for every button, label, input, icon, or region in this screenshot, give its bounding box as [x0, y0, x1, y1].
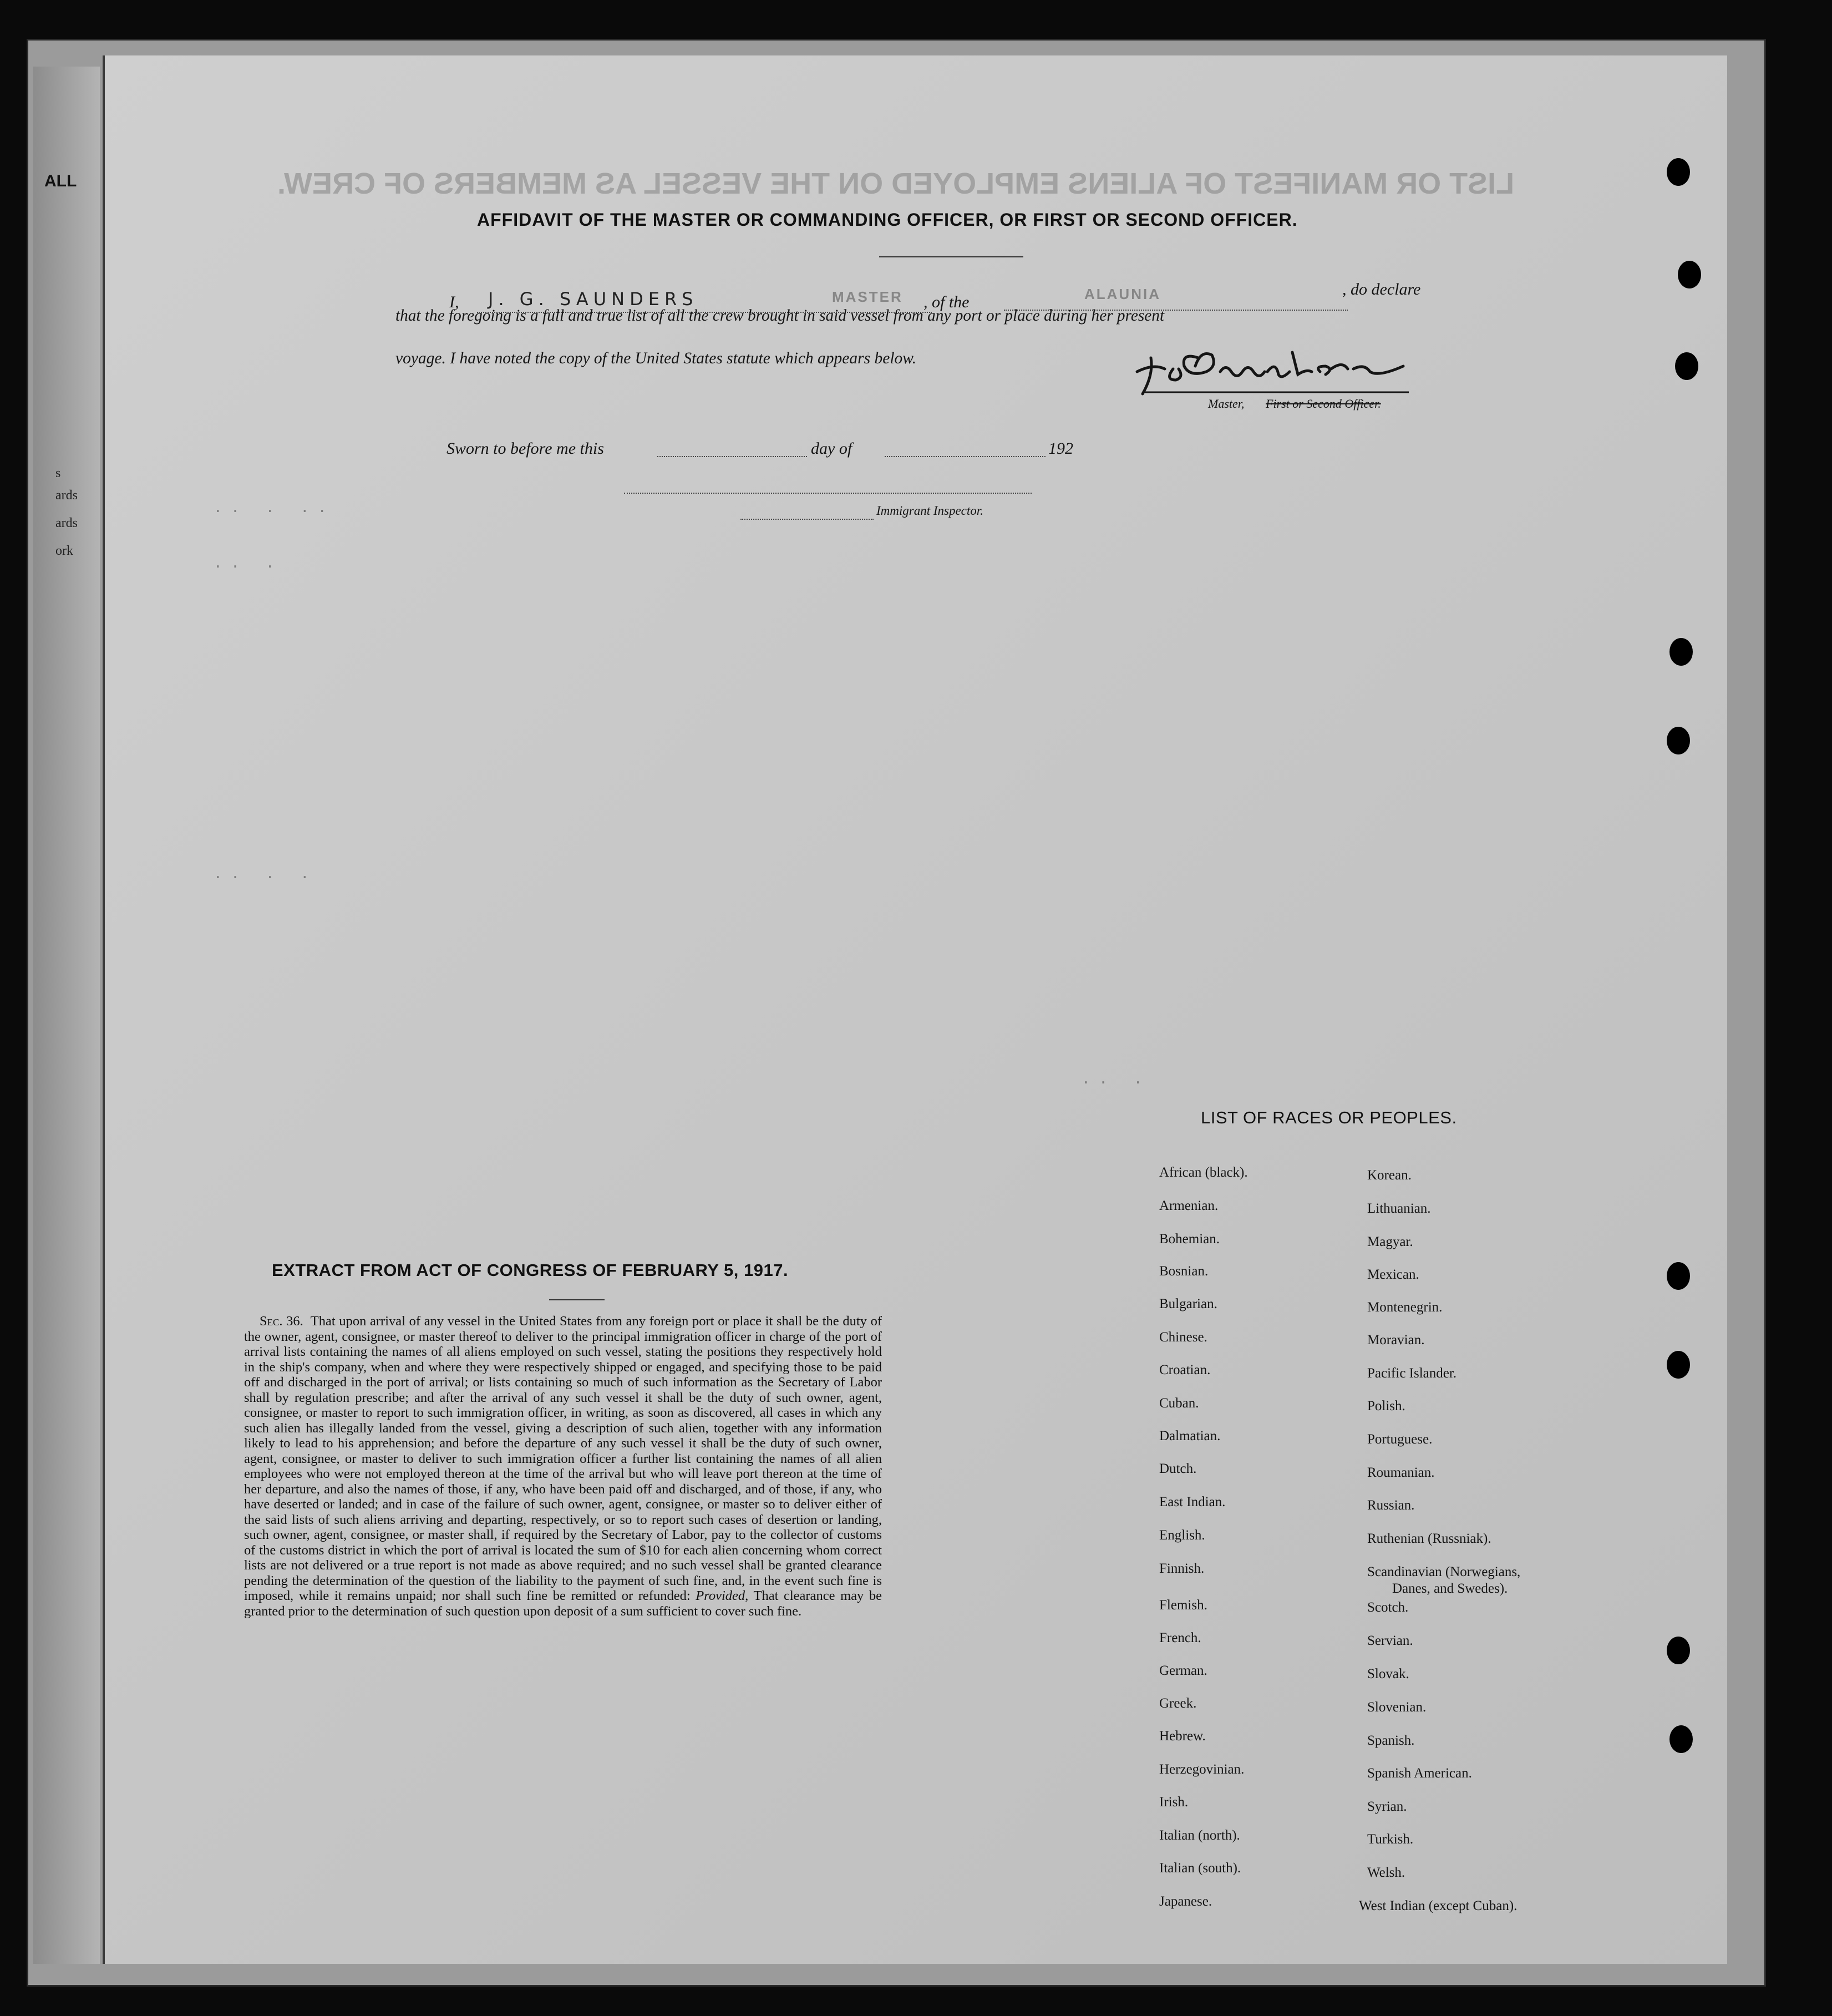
affidavit-title: AFFIDAVIT OF THE MASTER OR COMMANDING OFFICER, OR FIRST OR SECOND OFFICER.	[477, 210, 1298, 230]
race-item: Korean.	[1367, 1168, 1412, 1183]
punch-hole	[1669, 1725, 1693, 1753]
race-item: Spanish American.	[1367, 1766, 1472, 1781]
race-item: West Indian (except Cuban).	[1359, 1898, 1518, 1913]
race-item: Spanish.	[1367, 1733, 1415, 1748]
race-item: German.	[1159, 1663, 1207, 1678]
race-item: Bohemian.	[1159, 1232, 1220, 1247]
race-item: Chinese.	[1159, 1330, 1207, 1345]
signature-caption-struck: First or Second Officer.	[1266, 397, 1381, 411]
race-item: Polish.	[1367, 1399, 1405, 1414]
race-item: East Indian.	[1159, 1495, 1226, 1510]
race-item: Welsh.	[1367, 1865, 1405, 1880]
punch-hole	[1669, 638, 1693, 666]
extract-underline	[549, 1299, 605, 1300]
race-item: Roumanian.	[1367, 1465, 1435, 1480]
punch-hole	[1675, 352, 1698, 380]
race-item: Ruthenian (Russniak).	[1367, 1531, 1491, 1546]
binding-edge	[33, 67, 100, 1964]
title-underline	[879, 256, 1023, 257]
margin-fragment: s	[55, 466, 61, 480]
sworn-day-line	[657, 456, 807, 457]
punch-hole	[1667, 158, 1690, 186]
do-declare-text: , do declare	[1342, 280, 1421, 298]
margin-fragment: ork	[55, 544, 73, 558]
race-item: English.	[1159, 1528, 1205, 1543]
race-item: Moravian.	[1367, 1333, 1425, 1348]
race-item: Hebrew.	[1159, 1729, 1206, 1744]
race-item: Dutch.	[1159, 1461, 1197, 1476]
margin-fragment: ards	[55, 516, 78, 530]
race-item: Portuguese.	[1367, 1432, 1433, 1447]
proviso-text: That clearance may be granted prior to the determination of such question upon deposit of a sum sufficient to cover such fine.	[244, 1588, 882, 1619]
race-item: Danes, and Swedes).	[1392, 1581, 1508, 1596]
race-item: Mexican.	[1367, 1267, 1419, 1282]
ghost-row: . . . .	[214, 865, 309, 882]
race-item: Magyar.	[1367, 1234, 1413, 1249]
race-item: Greek.	[1159, 1696, 1197, 1711]
section-body: That upon arrival of any vessel in the United States from any foreign port or place it shall be the duty of the owner, agent, consignee, or master thereof to deliver to the principal immigration officer in charge of the port of arrival lists containing the names of all aliens employed on such vessel, stating the positions they respectively hold in the ship's company, when and where they were respectively shipped or engaged, and specifying those to be paid off and discharged in the port of arrival; or lists containing so much of such information as the Secretary of Labor shall by regulation prescribe; and after the arrival of any such vessel it shall be the duty of such owner, agent, consignee, or master to report to such immigration officer, in writing, as soon as discovered, all cases in which any such alien has illegally landed from the vessel, giving a description of such alien, together with any information likely to lead to his apprehension; and before the departure of any such vessel it shall be the duty of such owner, agent, consignee, or master to deliver to such immigration officer a further list containing the names of all alien employees who were not employed thereon at the time of the arrival but who will leave port thereon at the time of her departure, and also the names of those, if any, who have been paid off and discharged, and of those, if any, who have deserted or landed; and in case of the failure of such owner, agent, consignee, or master so to deliver either of the said lists of such aliens arriving and departing, respectively, or so to report such cases of desertion or landing, such owner, agent, consignee, or master shall, if required by the Secretary of Labor, pay to the collector of customs of the customs district in which the port of arrival is located the sum of $10 for each alien concerning whom correct lists are not delivered or a true report is not made as above required; and no such vessel shall be granted clearance pending the determination of the question of the liability to the payment of such fine, and, in the event such fine is imposed, while it remains unpaid; nor shall such fine be remitted or refunded:	[244, 1314, 882, 1603]
inspector-short-line	[740, 519, 874, 520]
punch-hole	[1678, 261, 1701, 288]
sworn-year: 192	[1048, 439, 1073, 458]
race-item: Finnish.	[1159, 1561, 1205, 1576]
rank-stamp: MASTER	[832, 288, 903, 305]
affidavit-line-3: voyage. I have noted the copy of the United States statute which appears below.	[395, 349, 917, 367]
affidavit-line-2: that the foregoing is a full and true list of all the crew brought in said vessel from any port or place during her present	[395, 307, 1165, 325]
inspector-caption: Immigrant Inspector.	[876, 504, 983, 518]
race-item: Croatian.	[1159, 1362, 1211, 1377]
ghost-row: . . .	[214, 555, 275, 571]
race-item: Scandinavian (Norwegians,	[1367, 1564, 1521, 1579]
race-item: Cuban.	[1159, 1396, 1199, 1411]
race-item: Herzegovinian.	[1159, 1762, 1245, 1777]
race-item: Pacific Islander.	[1367, 1366, 1457, 1381]
race-item: Dalmatian.	[1159, 1429, 1221, 1443]
race-item: Italian (north).	[1159, 1828, 1240, 1843]
inspector-signature-line	[624, 493, 1032, 494]
of-the-text: , of the	[923, 293, 970, 311]
race-item: Japanese.	[1159, 1894, 1212, 1909]
race-item: Armenian.	[1159, 1198, 1219, 1213]
manifest-sheet	[103, 55, 1727, 1964]
punch-hole	[1667, 1262, 1690, 1290]
race-item: Turkish.	[1367, 1832, 1414, 1847]
race-item: African (black).	[1159, 1165, 1248, 1180]
race-item: Irish.	[1159, 1795, 1189, 1810]
race-item: Bosnian.	[1159, 1264, 1209, 1279]
sworn-day-of: day of	[811, 439, 852, 458]
ghost-header: LIST OR MANIFEST OF ALIENS EMPLOYED ON THE VESSEL AS MEMBERS OF CREW.	[277, 167, 1515, 200]
extract-title: EXTRACT FROM ACT OF CONGRESS OF FEBRUARY 5, 1917.	[272, 1260, 789, 1280]
section-label: Sec. 36.	[260, 1314, 303, 1329]
margin-fragment: ALL	[44, 172, 77, 190]
race-item: Flemish.	[1159, 1598, 1207, 1613]
sworn-label: Sworn to before me this	[446, 439, 604, 458]
race-item: Montenegrin.	[1367, 1300, 1443, 1315]
declarant-name: J. G. SAUNDERS	[488, 288, 698, 310]
proviso-label: Provided,	[696, 1588, 749, 1603]
race-item: Scotch.	[1367, 1600, 1409, 1615]
race-item: Slovenian.	[1367, 1700, 1427, 1715]
sworn-month-line	[885, 456, 1046, 457]
ghost-row: . . . . .	[214, 499, 327, 516]
punch-hole	[1667, 727, 1690, 754]
ghost-row: . . .	[1082, 1071, 1143, 1087]
race-item: Servian.	[1367, 1633, 1413, 1648]
race-item: Slovak.	[1367, 1667, 1409, 1681]
races-title: LIST OF RACES OR PEOPLES.	[1201, 1108, 1457, 1127]
statute-text	[244, 1314, 882, 1619]
race-item: Russian.	[1367, 1498, 1415, 1513]
punch-hole	[1667, 1351, 1690, 1379]
race-item: Bulgarian.	[1159, 1296, 1217, 1311]
race-item: Syrian.	[1367, 1799, 1407, 1814]
race-item: Lithuanian.	[1367, 1201, 1431, 1216]
race-item: Italian (south).	[1159, 1861, 1241, 1876]
vessel-stamp: ALAUNIA	[1084, 286, 1161, 302]
race-item: French.	[1159, 1630, 1201, 1645]
margin-fragment: ards	[55, 488, 78, 503]
signature-caption-master: Master,	[1208, 397, 1245, 411]
affidavit-i: I,	[449, 293, 459, 311]
punch-hole	[1667, 1637, 1690, 1664]
